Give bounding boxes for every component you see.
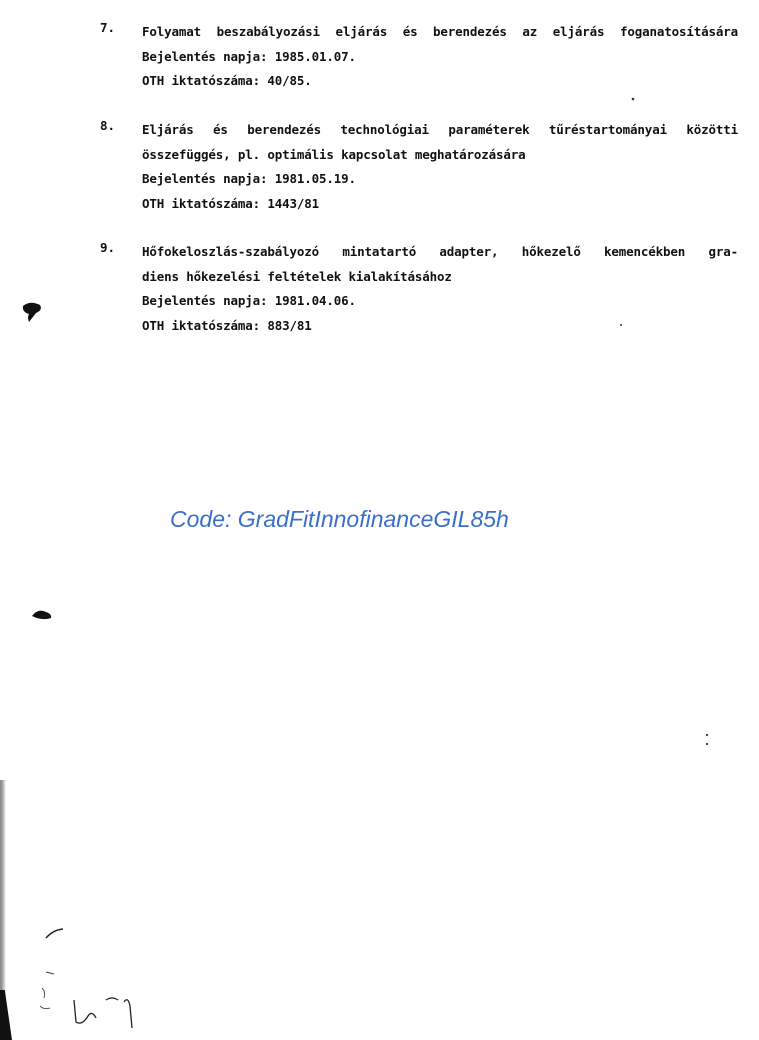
pen-stroke-mark xyxy=(44,926,66,942)
entry-number: 8. xyxy=(100,118,116,133)
entry-title-continued: diens hőkezelési feltételek kialakításához xyxy=(142,268,452,284)
filing-date: Bejelentés napja: 1981.05.19. xyxy=(142,171,356,186)
entry-text xyxy=(142,118,738,216)
entry-title-continued: összefüggés, pl. optimális kapcsolat meghatározására xyxy=(142,146,526,162)
registration-number: OTH iktatószáma: 40/85. xyxy=(142,73,312,88)
entry-number: 7. xyxy=(100,20,116,35)
overlay-code-text: Code: GradFitInnofinanceGIL85h xyxy=(170,506,509,532)
entry-number: 9. xyxy=(100,240,116,255)
entry-title: Eljárás és berendezés technológiai paraméterek tűréstartományai közötti xyxy=(142,122,738,137)
ink-blot-mark xyxy=(30,608,54,622)
speck-mark xyxy=(618,322,624,328)
entry-title: Hőfokeloszlás-szabályozó mintatartó adapter, hőkezelő kemencékben gra- xyxy=(142,244,738,259)
scan-edge-shadow xyxy=(0,990,12,1040)
ink-blot-mark xyxy=(20,300,44,324)
entry-text xyxy=(142,240,738,338)
filing-date: Bejelentés napja: 1985.01.07. xyxy=(142,48,356,64)
handwritten-initials-mark xyxy=(36,966,146,1036)
filing-date: Bejelentés napja: 1981.04.06. xyxy=(142,293,356,308)
speck-mark xyxy=(630,96,638,102)
registration-number: OTH iktatószáma: 883/81 xyxy=(142,317,312,333)
registration-number: OTH iktatószáma: 1443/81 xyxy=(142,195,320,211)
entry-title: Folyamat beszabályozási eljárás és berendezés az eljárás foganatosítására xyxy=(142,24,738,39)
speck-mark xyxy=(702,730,712,750)
entry-text xyxy=(142,20,738,94)
